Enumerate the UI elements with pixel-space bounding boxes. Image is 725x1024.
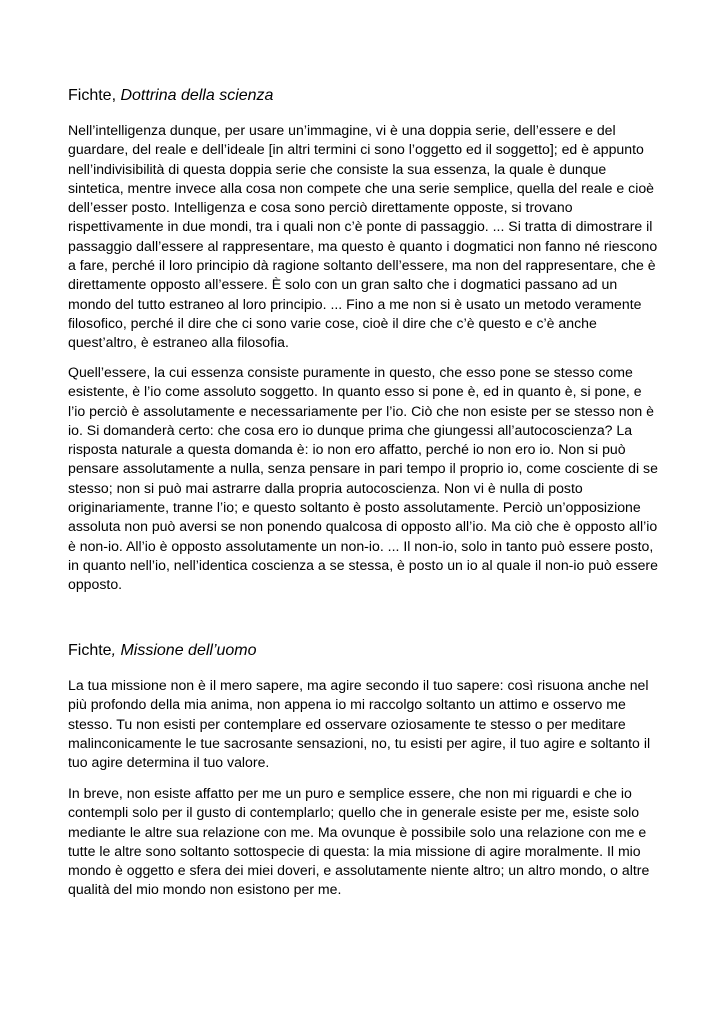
heading-author: Fichte, bbox=[68, 87, 121, 104]
paragraph: Nell’intelligenza dunque, per usare un’immagine, vi è una doppia serie, dell’essere e del guardare, del reale e dell’ideale [in altri termini ci sono l’oggetto ed il soggetto]; ed è appunto nell’indivisibilità di questa doppia serie che consiste la sua essenza, la quale è dunque sintetica, mentre invece alla cosa non compete che una serie semplice, quella del reale e cioè dell’esser posto. Intelligenza e cosa sono perciò direttamente opposte, si trovano rispettivamente in due mondi, tra i quali non c’è ponte di passaggio. ... Si tratta di dimostrare il passaggio dall’essere al rappresentare, ma questo è quanto i dogmatici non fanno né riescono a fare, perché il loro principio dà ragione soltanto dell’essere, ma non del rappresentare, che è direttamente opposto all’essere. È solo con un gran salto che i dogmatici passano ad un mondo del tutto estraneo al loro principio. ... Fino a me non si è usato un metodo veramente filosofico, perché il dire che ci sono varie cose, cioè il dire che c’è questo e c’è anche quest’altro, è estraneo alla filosofia. bbox=[68, 122, 658, 351]
paragraph: La tua missione non è il mero sapere, ma agire secondo il tuo sapere: così risuona anche nel più profondo della mia anima, non appena io mi raccolgo soltanto un attimo e osservo me stesso. Tu non esisti per contemplare ed osservare oziosamente te stesso o per meditare malinconicamente le tue sacrosante sensazioni, no, tu esisti per agire, il tuo agire e soltanto il tuo agire determina il tuo valore. bbox=[68, 677, 651, 771]
heading-work-title: , Missione dell’uomo bbox=[111, 642, 257, 659]
heading-work-title: Dottrina della scienza bbox=[120, 87, 274, 104]
paragraph: In breve, non esiste affatto per me un puro e semplice essere, che non mi riguardi e che io contempli solo per il gusto di contemplarlo; quello che in generale esiste per me, esiste solo mediante le altre sua relazione con me. Ma ovunque è possibile solo una relazione con me e tutte le altre sono soltanto sottospecie di questa: la mia missione di agire moralmente. Il mio mondo è oggetto e sfera dei miei doveri, e assolutamente niente altro; un altro mondo, o altre qualità del mio mondo non esistono per me. bbox=[68, 785, 650, 898]
section-heading-missione bbox=[68, 641, 257, 661]
paragraph: Quell’essere, la cui essenza consiste puramente in questo, che esso pone se stesso come esistente, è l’io come assoluto soggetto. In quanto esso si pone è, ed in quanto è, si pone, e l’io perciò è assolutamente e necessariamente per l’io. Ciò che non esiste per se stesso non è io. Si domanderà certo: che cosa ero io dunque prima che giungessi all’autocoscienza? La risposta naturale a questa domanda è: io non ero affatto, perché io non ero io. Non si può pensare assolutamente a nulla, senza pensare in pari tempo il proprio io, come cosciente di se stesso; non si può mai astrarre dalla propria autocoscienza. Non vi è nulla di posto originariamente, tranne l’io; e questo soltanto è posto assolutamente. Perciò un’opposizione assoluta non può aversi se non ponendo qualcosa di opposto all’io. Ma ciò che è opposto all’io è non-io. All’io è opposto assolutamente un non-io. ... Il non-io, solo in tanto può essere posto, in quanto nell’io, nell’identica coscienza a se stessa, è posto un io al quale il non-io può essere opposto. bbox=[68, 364, 658, 593]
heading-author: Fichte bbox=[68, 642, 112, 659]
section-heading-dottrina bbox=[68, 86, 273, 106]
